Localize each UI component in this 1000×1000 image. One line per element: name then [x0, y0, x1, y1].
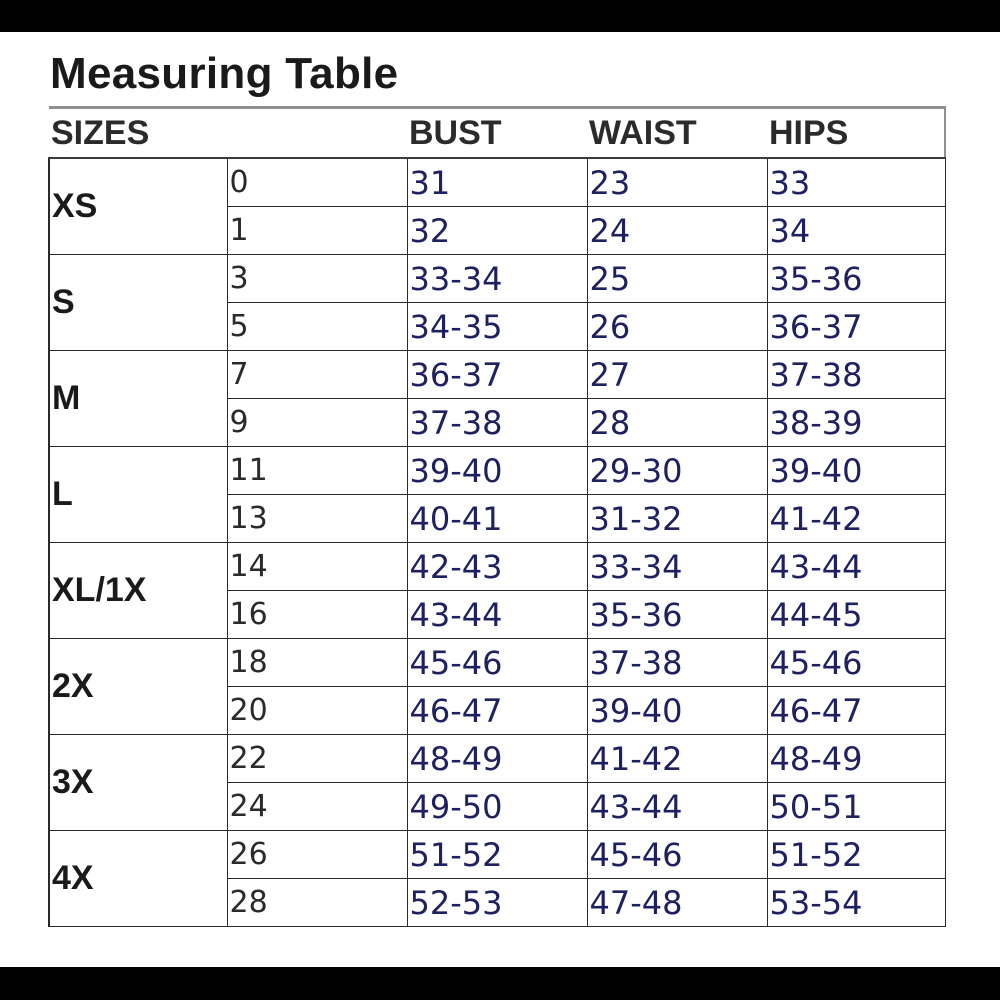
- bust-cell: 32: [407, 207, 587, 255]
- size-group-label: XS: [49, 158, 227, 255]
- table-header-row: [49, 108, 945, 159]
- hips-cell: 48-49: [767, 735, 945, 783]
- waist-cell: 24: [587, 207, 767, 255]
- waist-cell: 39-40: [587, 687, 767, 735]
- size-number-cell: 16: [227, 591, 407, 639]
- bust-cell: 46-47: [407, 687, 587, 735]
- bust-cell: 51-52: [407, 831, 587, 879]
- hips-cell: 38-39: [767, 399, 945, 447]
- bust-cell: 48-49: [407, 735, 587, 783]
- waist-cell: 43-44: [587, 783, 767, 831]
- bust-cell: 36-37: [407, 351, 587, 399]
- table-row: [49, 735, 945, 783]
- waist-cell: 33-34: [587, 543, 767, 591]
- table-body: [49, 158, 945, 927]
- hips-cell: 43-44: [767, 543, 945, 591]
- size-group-label: L: [49, 447, 227, 543]
- size-group-label: S: [49, 255, 227, 351]
- size-group-label: M: [49, 351, 227, 447]
- table-row: [49, 831, 945, 879]
- size-number-cell: 9: [227, 399, 407, 447]
- size-chart-table: [48, 106, 946, 927]
- hips-cell: 34: [767, 207, 945, 255]
- hips-cell: 35-36: [767, 255, 945, 303]
- size-group-label: 3X: [49, 735, 227, 831]
- waist-cell: 45-46: [587, 831, 767, 879]
- hips-cell: 45-46: [767, 639, 945, 687]
- size-number-cell: 14: [227, 543, 407, 591]
- waist-cell: 29-30: [587, 447, 767, 495]
- bust-cell: 34-35: [407, 303, 587, 351]
- size-group-label: 4X: [49, 831, 227, 927]
- bust-cell: 40-41: [407, 495, 587, 543]
- waist-cell: 37-38: [587, 639, 767, 687]
- bust-cell: 33-34: [407, 255, 587, 303]
- hips-cell: 51-52: [767, 831, 945, 879]
- bust-cell: 45-46: [407, 639, 587, 687]
- waist-cell: 23: [587, 158, 767, 207]
- header-hips: HIPS: [767, 108, 945, 159]
- size-number-cell: 1: [227, 207, 407, 255]
- hips-cell: 44-45: [767, 591, 945, 639]
- waist-cell: 27: [587, 351, 767, 399]
- hips-cell: 41-42: [767, 495, 945, 543]
- waist-cell: 25: [587, 255, 767, 303]
- bust-cell: 52-53: [407, 879, 587, 927]
- size-number-cell: 0: [227, 158, 407, 207]
- size-number-cell: 13: [227, 495, 407, 543]
- bust-cell: 31: [407, 158, 587, 207]
- bust-cell: 39-40: [407, 447, 587, 495]
- size-number-cell: 5: [227, 303, 407, 351]
- bust-cell: 49-50: [407, 783, 587, 831]
- size-number-cell: 26: [227, 831, 407, 879]
- bust-cell: 43-44: [407, 591, 587, 639]
- table-row: [49, 639, 945, 687]
- hips-cell: 36-37: [767, 303, 945, 351]
- size-number-cell: 28: [227, 879, 407, 927]
- size-number-cell: 7: [227, 351, 407, 399]
- header-bust: BUST: [407, 108, 587, 159]
- hips-cell: 33: [767, 158, 945, 207]
- header-number: [227, 108, 407, 159]
- size-number-cell: 22: [227, 735, 407, 783]
- hips-cell: 39-40: [767, 447, 945, 495]
- size-number-cell: 18: [227, 639, 407, 687]
- hips-cell: 46-47: [767, 687, 945, 735]
- table-row: [49, 158, 945, 207]
- size-number-cell: 3: [227, 255, 407, 303]
- size-group-label: XL/1X: [49, 543, 227, 639]
- size-number-cell: 20: [227, 687, 407, 735]
- waist-cell: 35-36: [587, 591, 767, 639]
- table-row: [49, 543, 945, 591]
- size-number-cell: 24: [227, 783, 407, 831]
- table-row: [49, 447, 945, 495]
- size-group-label: 2X: [49, 639, 227, 735]
- page-title: Measuring Table: [50, 49, 399, 98]
- waist-cell: 28: [587, 399, 767, 447]
- waist-cell: 47-48: [587, 879, 767, 927]
- size-number-cell: 11: [227, 447, 407, 495]
- table-row: [49, 255, 945, 303]
- bust-cell: 42-43: [407, 543, 587, 591]
- hips-cell: 53-54: [767, 879, 945, 927]
- waist-cell: 26: [587, 303, 767, 351]
- measuring-table-page: [0, 32, 1000, 967]
- bust-cell: 37-38: [407, 399, 587, 447]
- waist-cell: 31-32: [587, 495, 767, 543]
- hips-cell: 37-38: [767, 351, 945, 399]
- table-row: [49, 351, 945, 399]
- header-sizes: SIZES: [49, 108, 227, 159]
- header-waist: WAIST: [587, 108, 767, 159]
- hips-cell: 50-51: [767, 783, 945, 831]
- waist-cell: 41-42: [587, 735, 767, 783]
